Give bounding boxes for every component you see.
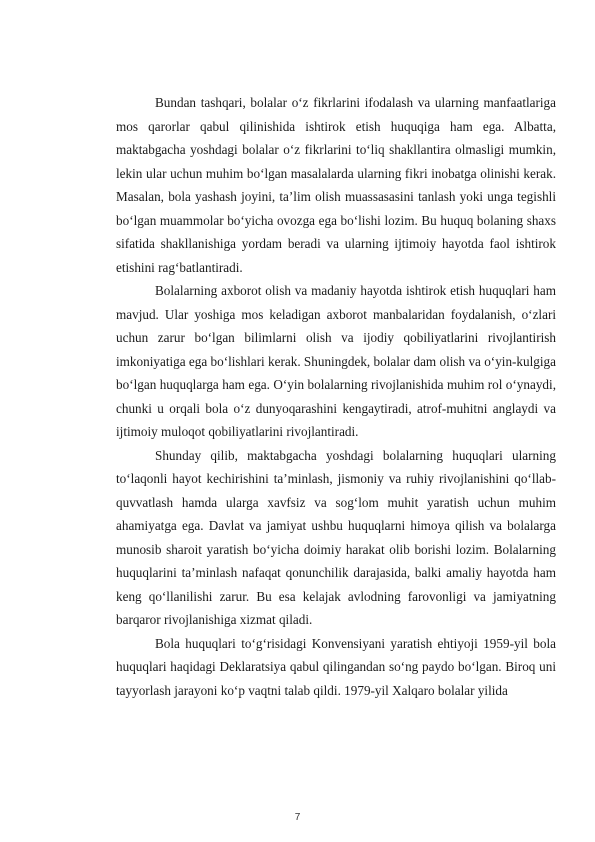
paragraph-3: Shunday qilib, maktabgacha yoshdagi bolalarning huquqlari ularning to‘laqonli hayot kechirishini ta’minlash, jismoniy va ruhiy rivojlanishini qo‘llab-quvvatlash hamda ularga xavfsiz va sog‘lom muhit yaratish uchun muhim ahamiyatga ega. Davlat va jamiyat ushbu huquqlarni himoya qilish va bolalarga munosib sharoit yaratish bo‘yicha doimiy harakat olib borishi lozim. Bolalarning huquqlarini ta’minlash nafaqat qonunchilik darajasida, balki amaliy hayotda ham keng qo‘llanilishi zarur. Bu esa kelajak avlodning farovonligi va jamiyatning barqaror rivojlanishiga xizmat qiladi. bbox=[116, 447, 556, 627]
page-number: 7 bbox=[294, 812, 301, 823]
document-body bbox=[116, 91, 556, 702]
paragraph-1: Bundan tashqari, bolalar o‘z fikrlarini ifodalash va ularning manfaatlariga mos qarorlar qabul qilinishida ishtirok etish huquqiga ham ega. Albatta, maktabgacha yoshdagi bolalar o‘z fikrlarini to‘liq shakllantira olmasligi mumkin, lekin ular uchun muhim bo‘lgan masalalarda ularning fikri inobatga olinishi kerak. Masalan, bola yashash joyini, ta’lim olish muassasasini tanlash yoki unga tegishli bo‘lgan muammolar bo‘yicha ovozga ega bo‘lishi lozim. Bu huquq bolaning shaxs sifatida shakllanishiga yordam beradi va ularning ijtimoiy hayotda faol ishtirok etishini rag‘batlantiradi. bbox=[116, 95, 556, 275]
paragraph-4: Bola huquqlari to‘g‘risidagi Konvensiyani yaratish ehtiyoji 1959-yil bola huquqlari haqidagi Deklaratsiya qabul qilingandan so‘ng paydo bo‘lgan. Biroq uni tayyorlash jarayoni ko‘p vaqtni talab qildi. 1979-yil Xalqaro bolalar yilida bbox=[116, 635, 556, 698]
paragraph-2: Bolalarning axborot olish va madaniy hayotda ishtirok etish huquqlari ham mavjud. Ular yoshiga mos keladigan axborot manbalaridan foydalanish, o‘zlari uchun zarur bo‘lgan bilimlarni olish va ijodiy qobiliyatlarini rivojlantirish imkoniyatiga ega bo‘lishlari kerak. Shuningdek, bolalar dam olish va o‘yin-kulgiga bo‘lgan huquqlarga ham ega. O‘yin bolalarning rivojlanishida muhim rol o‘ynaydi, chunki u orqali bola o‘z dunyoqarashini kengaytiradi, atrof-muhitni anglaydi va ijtimoiy muloqot qobiliyatlarini rivojlantiradi. bbox=[116, 283, 556, 439]
